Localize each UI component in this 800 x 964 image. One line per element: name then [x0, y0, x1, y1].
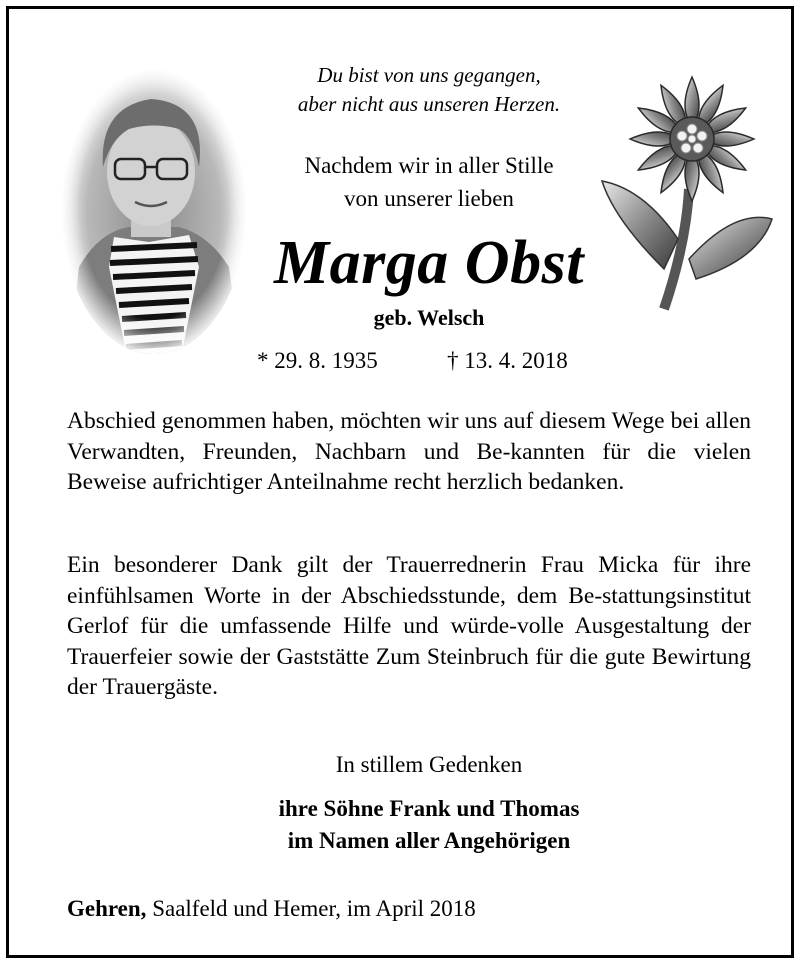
- place-rest: Saalfeld und Hemer, im April 2018: [146, 896, 476, 921]
- deceased-name: Marga Obst: [274, 229, 584, 297]
- place-town: Gehren,: [67, 896, 147, 921]
- death-date: † 13. 4. 2018: [447, 348, 568, 373]
- signers: [169, 793, 689, 857]
- signers-line-1: ihre Söhne Frank und Thomas: [278, 796, 580, 821]
- portrait-photo: [59, 67, 249, 357]
- special-thanks-paragraph: Ein besonderer Dank gilt der Trauerrednerin Frau Micka für ihre einfühlsamen Worte in der Abschiedsstunde, dem Be-stattungsinstitut Gerlof für die umfassende Hilfe und würde-volle Ausgestaltung der Trauerfeier sowie der Gaststätte Zum Steinbruch für die gute Bewirtung der Trauergäste.: [67, 552, 751, 700]
- intro-line-2: von unserer lieben: [344, 186, 514, 211]
- intro-text: [239, 149, 619, 215]
- closing-phrase: In stillem Gedenken: [335, 752, 523, 777]
- motto: [239, 61, 619, 119]
- thanks-paragraph: Abschied genommen haben, möchten wir uns auf diesem Wege bei allen Verwandten, Freunden, Nachbarn und Be-kannten für die vielen Beweise aufrichtiger Anteilnahme recht herzlich bedanken.: [67, 408, 751, 495]
- intro-line-1: Nachdem wir in aller Stille: [304, 153, 554, 178]
- motto-line-1: Du bist von uns gegangen,: [317, 63, 541, 87]
- motto-line-2: aber nicht aus unseren Herzen.: [297, 92, 561, 116]
- place-date-line: [67, 893, 667, 925]
- signers-line-2: im Namen aller Angehörigen: [287, 828, 571, 853]
- maiden-name: geb. Welsch: [373, 305, 485, 330]
- birth-date: * 29. 8. 1935: [257, 348, 378, 373]
- obituary-notice: [6, 6, 794, 958]
